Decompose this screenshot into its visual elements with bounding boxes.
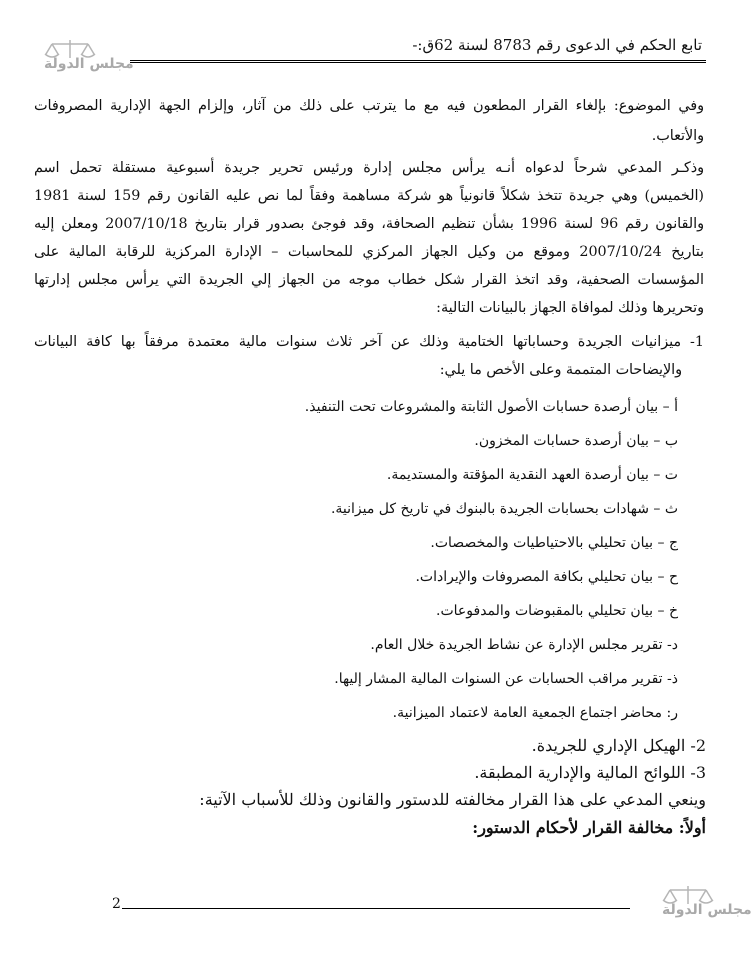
paragraph-2-line-2: (الخميس) وهي جريدة تتخذ شكلاً قانونياً هو شركة مساهمة وفقاً لما نص عليه القانون رقم 159 لسنة 1981 — [34, 188, 704, 204]
sub-item: ح – بيان تحليلي بكافة المصروفات والإيرادات. — [415, 569, 678, 585]
paragraph-2-line-4: بتاريخ 2007/10/24 وموقع من وكيل الجهاز المركزي للمحاسبات – الإدارة المركزية للرقابة المالية على — [34, 244, 704, 260]
sub-item: ث – شهادات بحسابات الجريدة بالبنوك في تاريخ كل ميزانية. — [330, 501, 678, 517]
grounds-intro: وينعي المدعي على هذا القرار مخالفته للدستور والقانون وذلك للأسباب الآتية: — [199, 790, 706, 809]
paragraph-1-line-2: والأتعاب. — [651, 128, 704, 144]
logo-text: مجلس الدولة — [662, 902, 752, 918]
numbered-item-3: 3- اللوائح المالية والإدارية المطبقة. — [474, 763, 706, 782]
council-of-state-logo — [648, 882, 752, 930]
sub-item: ت – بيان أرصدة العهد النقدية المؤقتة والمستديمة. — [386, 467, 678, 483]
sub-item: ج – بيان تحليلي بالاحتياطيات والمخصصات. — [430, 535, 678, 551]
case-title: تابع الحكم في الدعوى رقم 8783 لسنة 62ق:- — [412, 36, 702, 54]
sub-item: ر: محاضر اجتماع الجمعية العامة لاعتماد الميزانية. — [392, 705, 678, 721]
paragraph-2-line-5: المؤسسات الصحفية، وقد اتخذ القرار شكل خطاب موجه من الجهاز إلي الجريدة التي يرأس مجلس إدارتها — [34, 272, 704, 288]
numbered-item-1-line-2: والإيضاحات المتممة وعلى الأخص ما يلي: — [439, 362, 682, 378]
page-number: 2 — [112, 896, 121, 912]
paragraph-2-line-3: والقانون رقم 96 لسنة 1996 بشأن تنظيم الصحافة، وقد فوجئ بصدور قرار بتاريخ 2007/10/18 ومعلن إليه — [34, 216, 704, 232]
section-heading: أولاً: مخالفة القرار لأحكام الدستور: — [472, 818, 706, 837]
numbered-item-1-line-1: 1- ميزانيات الجريدة وحساباتها الختامية وذلك عن آخر ثلاث سنوات مالية معتمدة مرفقاً بها كافة البيانات — [34, 334, 704, 350]
sub-item: أ – بيان أرصدة حسابات الأصول الثابتة والمشروعات تحت التنفيذ. — [304, 399, 678, 415]
logo-text: مجلس الدولة — [44, 56, 134, 72]
header-divider — [130, 60, 706, 61]
sub-item: ب – بيان أرصدة حسابات المخزون. — [474, 433, 678, 449]
council-of-state-logo — [30, 36, 134, 84]
numbered-item-2: 2- الهيكل الإداري للجريدة. — [531, 736, 706, 755]
paragraph-1-line-1: وفي الموضوع: بإلغاء القرار المطعون فيه مع ما يترتب على ذلك من آثار، وإلزام الجهة الإدارية المصروفات — [34, 98, 704, 114]
header-divider-double — [130, 62, 706, 63]
sub-item: ذ- تقرير مراقب الحسابات عن السنوات المالية المشار إليها. — [334, 671, 678, 687]
sub-item: خ – بيان تحليلي بالمقبوضات والمدفوعات. — [436, 603, 678, 619]
paragraph-2-line-1: وذكـر المدعي شرحاً لدعواه أنـه يرأس مجلس إدارة ورئيس تحرير جريدة أسبوعية مستقلة تحمل اسم — [34, 160, 704, 176]
sub-item: د- تقرير مجلس الإدارة عن نشاط الجريدة خلال العام. — [370, 637, 678, 653]
footer-divider — [122, 908, 630, 909]
paragraph-2-line-6: وتحريرها وذلك لموافاة الجهاز بالبيانات التالية: — [436, 300, 704, 316]
